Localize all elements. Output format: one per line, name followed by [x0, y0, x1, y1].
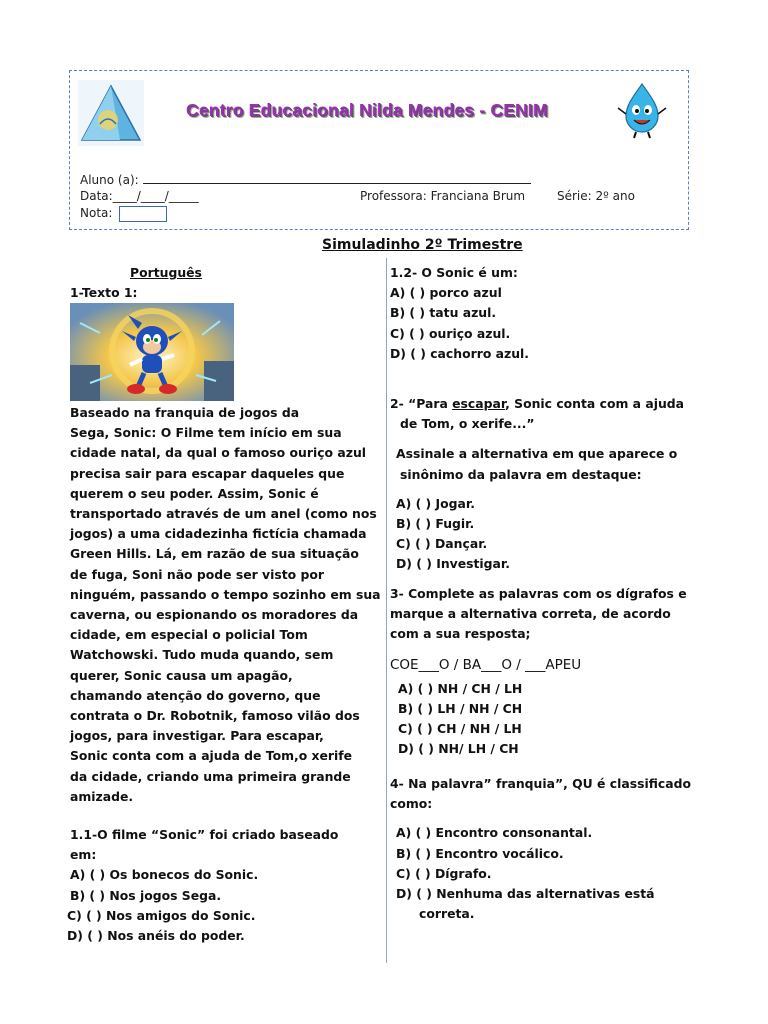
option-d[interactable]: D) ( ) cachorro azul. [390, 345, 529, 361]
option-a[interactable]: A) ( ) Jogar. [396, 495, 475, 511]
subject-heading: Português [130, 265, 202, 280]
paragraph-line: precisa sair para escapar daqueles que [70, 465, 345, 481]
option-c[interactable]: C) ( ) ouriço azul. [390, 325, 511, 341]
school-logo-icon [78, 80, 144, 146]
professora-text: Professora: Franciana Brum [360, 189, 526, 203]
option-d[interactable]: D) ( ) Nos anéis do poder. [67, 928, 245, 944]
sonic-movie-image [70, 303, 234, 401]
digraph-words: COE___O / BA___O / ___APEU [390, 656, 582, 673]
paragraph-line: caverna, ou espionando os moradores da [70, 607, 359, 623]
option-b[interactable]: B) ( ) tatu azul. [390, 305, 497, 321]
aluno-line [143, 183, 531, 184]
question-1-1 [67, 825, 339, 946]
instruction-text: Assinale a alternativa em que aparece o [396, 446, 678, 462]
question-1-2 [390, 263, 529, 364]
paragraph-line: ninguém, passando o tempo sozinho em sua [70, 586, 381, 602]
paragraph-line: Sega, Sonic: O Filme tem início em sua [70, 425, 342, 441]
paragraph-line: querer, Sonic causa um apagão, [70, 667, 293, 683]
data-field[interactable]: Data:____/____/_____ [80, 189, 199, 203]
option-b[interactable]: B) ( ) Encontro vocálico. [396, 845, 564, 861]
question-text: com a sua resposta; [390, 626, 531, 642]
question-text: como: [390, 796, 433, 812]
highlighted-word: escapar [452, 396, 506, 411]
question-3 [390, 584, 687, 760]
question-text: 1.1-O filme “Sonic” foi criado baseado [70, 827, 339, 842]
school-name: Centro Educacional Nilda Mendes - CENIM [186, 100, 548, 120]
question-text: em: [70, 847, 97, 863]
question-text: 3- Complete as palavras com os dígrafos e [390, 586, 687, 601]
page-title: Simuladinho 2º Trimestre [322, 237, 523, 253]
paragraph-line: Sonic conta com a ajuda de Tom,o xerife [70, 748, 353, 764]
column-divider [386, 258, 387, 963]
paragraph-line: cidade natal, da qual o famoso ouriço azul [70, 445, 367, 461]
question-text-part: , Sonic conta com a ajuda [505, 396, 685, 411]
paragraph-line: querem o seu poder. Assim, Sonic é [70, 485, 319, 501]
option-b[interactable]: B) ( ) LH / NH / CH [398, 701, 523, 717]
question-text [390, 394, 684, 414]
paragraph-line: Baseado na franquia de jogos da [70, 405, 300, 420]
texto-label: 1-Texto 1: [70, 285, 138, 300]
mascot-icon [612, 80, 672, 140]
option-c[interactable]: C) ( ) Dígrafo. [396, 865, 492, 881]
texto-paragraph [70, 403, 381, 807]
option-a[interactable]: A) ( ) Encontro consonantal. [396, 825, 593, 841]
paragraph-line: chamando atenção do governo, que [70, 687, 321, 703]
paragraph-line: jogos) a uma cidadezinha fictícia chamada [70, 526, 367, 542]
option-d[interactable]: D) ( ) Nenhuma das alternativas está [396, 886, 655, 902]
option-c[interactable]: C) ( ) CH / NH / LH [398, 721, 522, 737]
option-b[interactable]: B) ( ) Fugir. [396, 516, 475, 532]
nota-label: Nota: [80, 206, 113, 220]
option-d[interactable]: D) ( ) NH/ LH / CH [398, 741, 519, 757]
instruction-text: sinônimo da palavra em destaque: [400, 466, 642, 482]
aluno-field[interactable] [80, 173, 531, 187]
question-4 [390, 774, 691, 924]
option-c[interactable]: C) ( ) Nos amigos do Sonic. [67, 907, 256, 923]
option-b[interactable]: B) ( ) Nos jogos Sega. [70, 887, 222, 903]
paragraph-line: jogos, para investigar. Para escapar, [70, 728, 324, 744]
paragraph-line: contrata o Dr. Robotnik, famoso vilão dos [70, 708, 360, 724]
question-text: de Tom, o xerife...” [400, 416, 535, 432]
question-text-part: 2- “Para [390, 396, 453, 411]
question-text: marque a alternativa correta, de acordo [390, 606, 671, 622]
paragraph-line: cidade, em especial o policial Tom [70, 627, 308, 643]
serie-text: Série: 2º ano [557, 189, 635, 203]
paragraph-line: transportado através de um anel (como nos [70, 506, 377, 522]
aluno-label: Aluno (a): [80, 173, 139, 187]
paragraph-line: Watchowski. Tudo muda quando, sem [70, 647, 334, 663]
option-a[interactable]: A) ( ) Os bonecos do Sonic. [70, 867, 259, 883]
question-2 [390, 394, 684, 575]
option-c[interactable]: C) ( ) Dançar. [396, 536, 488, 552]
option-a[interactable]: A) ( ) NH / CH / LH [398, 680, 523, 696]
paragraph-line: de fuga, Soni não pode ser visto por [70, 566, 324, 582]
nota-input[interactable] [119, 206, 167, 222]
question-text: 1.2- O Sonic é um: [390, 265, 518, 280]
paragraph-line: amizade. [70, 788, 134, 804]
paragraph-line: Green Hills. Lá, em razão de sua situação [70, 546, 359, 562]
option-a[interactable]: A) ( ) porco azul [390, 285, 502, 301]
paragraph-line: da cidade, criando uma primeira grande [70, 768, 351, 784]
option-d[interactable]: D) ( ) Investigar. [396, 556, 510, 572]
question-text: 4- Na palavra” franquia”, QU é classificado [390, 776, 691, 791]
option-d-continuation: correta. [419, 906, 475, 922]
